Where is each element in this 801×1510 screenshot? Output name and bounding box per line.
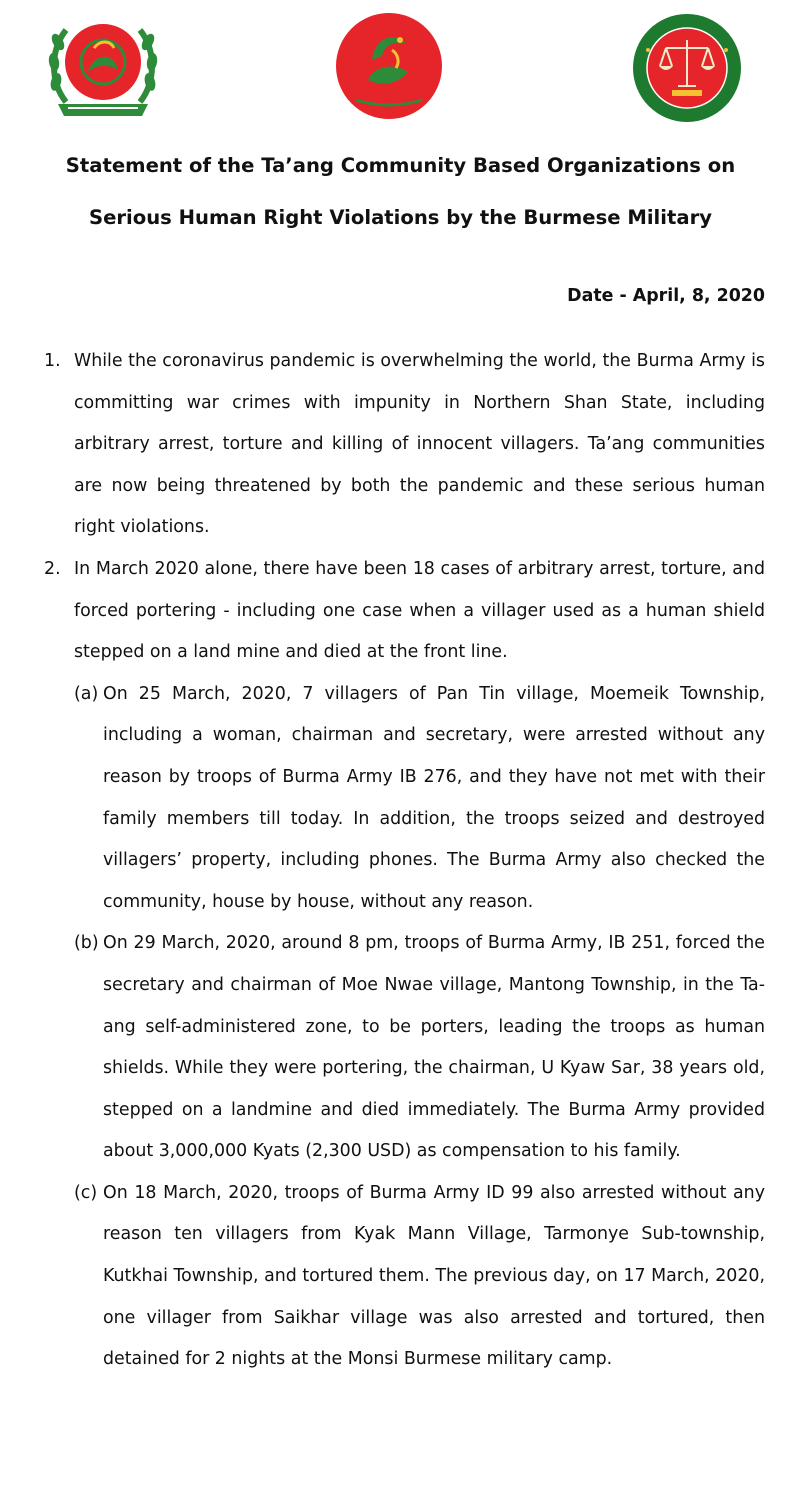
- list-item-text: In March 2020 alone, there have been 18 cases of arbitrary arrest, torture, and forced portering - including one case when a villager used as a human shield stepped on a land mine and died at the front line.: [74, 558, 765, 663]
- title-line-2: Serious Human Right Violations by the Burmese Military: [88, 206, 713, 229]
- sub-item-text: On 29 March, 2020, around 8 pm, troops of Burma Army, IB 251, forced the secretary and chairman of Moe Nwae village, Mantong Township, in the Ta-ang self-administered zone, to be porters, leading the troops as human shields. While they were portering, the chairman, U Kyaw Sar, 38 years old, stepped on a landmine and died immediately. The Burma Army provided about 3,000,000 Kyats (2,300 USD) as compensation to his family.: [103, 933, 765, 1162]
- sub-item-label: (b): [74, 933, 99, 954]
- list-item-text: While the coronavirus pandemic is overwhelming the world, the Burma Army is committing war crimes with impunity in Northern Shan State, including arbitrary arrest, torture and killing of innocent villagers. Ta’ang communities are now being threatened by both the pandemic and these serious human right violations.: [74, 351, 765, 538]
- statement-body: [44, 341, 765, 1381]
- sub-item-label: (c): [74, 1182, 98, 1203]
- sub-item-a: [74, 674, 765, 924]
- sub-item-c: [74, 1173, 765, 1381]
- list-item-1: [44, 341, 765, 549]
- title-line-1: Statement of the Ta’ang Community Based Organizations on: [65, 154, 736, 177]
- sub-item-label: (a): [74, 683, 99, 704]
- taang-legal-aid-logo: [628, 12, 746, 124]
- list-item-2: [44, 549, 765, 674]
- taang-student-union-logo: [44, 12, 162, 124]
- sub-item-text: On 25 March, 2020, 7 villagers of Pan Tin village, Moemeik Township, including a woman, chairman and secretary, were arrested without any reason by troops of Burma Army IB 276, and they have not met with their family members till today. In addition, the troops seized and destroyed villagers’ property, including phones. The Burma Army also checked the community, house by house, without any reason.: [103, 683, 765, 912]
- list-item-number: 2.: [44, 558, 61, 579]
- logo-row: [0, 8, 801, 128]
- statement-title: [0, 140, 801, 244]
- sub-item-b: [74, 923, 765, 1173]
- taang-organization-logo: [334, 10, 444, 122]
- sub-item-text: On 18 March, 2020, troops of Burma Army ID 99 also arrested without any reason ten villagers from Kyak Mann Village, Tarmonye Sub-township, Kutkhai Township, and tortured them. The previous day, on 17 March, 2020, one villager from Saikhar village was also arrested and tortured, then detained for 2 nights at the Monsi Burmese military camp.: [103, 1182, 765, 1370]
- list-item-number: 1.: [44, 351, 61, 371]
- statement-date: Date - April, 8, 2020: [567, 286, 765, 306]
